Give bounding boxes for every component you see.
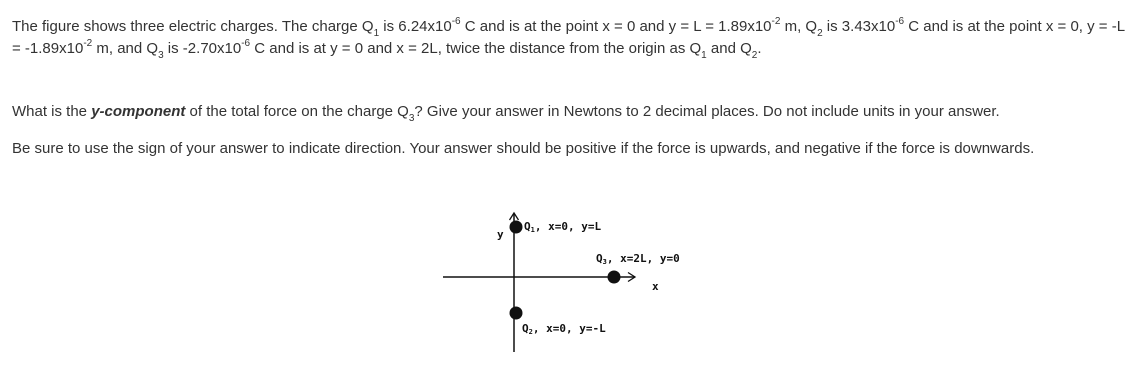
text-run: C and is at the point x = 0 and y = L = 1.89x10 bbox=[460, 18, 772, 35]
text-run: is 6.24x10 bbox=[379, 18, 452, 35]
charge-q2-dot bbox=[510, 307, 523, 320]
exponent: -6 bbox=[451, 16, 461, 27]
text-run: C and is at the point x = 0, y = -L = -1.89x10 bbox=[12, 18, 1125, 57]
text-run: ? Give your answer in Newtons to 2 decimal places. Do not include units in your answer. bbox=[414, 103, 1000, 120]
text-run: . bbox=[757, 40, 762, 57]
exponent: -2 bbox=[83, 38, 93, 49]
charge-q2-label: Q2, x=0, y=-L bbox=[522, 322, 606, 336]
text-run: The figure shows three electric charges. The charge Q bbox=[12, 18, 374, 35]
text-run: m, Q bbox=[780, 18, 818, 35]
exponent: -6 bbox=[241, 38, 251, 49]
charge-q1-dot bbox=[510, 221, 523, 234]
text-run: is -2.70x10 bbox=[163, 40, 242, 57]
subscript: 3 bbox=[408, 113, 415, 124]
subscript: 1 bbox=[373, 28, 380, 39]
charge-q1-label: Q1, x=0, y=L bbox=[524, 220, 602, 234]
emphasis-text: y-component bbox=[91, 103, 186, 120]
subscript: 1 bbox=[701, 50, 707, 61]
y-axis-label: y bbox=[497, 228, 504, 241]
exponent: -2 bbox=[771, 16, 781, 27]
text-run: m, and Q bbox=[92, 40, 159, 57]
text-run: of the total force on the charge Q bbox=[185, 103, 409, 120]
charge-q3-dot bbox=[608, 271, 621, 284]
text-run: Be sure to use the sign of your answer to indicate direction. Your answer should be positive if the force is upwards, and negative if the force is downwards. bbox=[12, 140, 1035, 157]
subscript: 3 bbox=[158, 50, 164, 61]
text-run: What is the bbox=[12, 103, 92, 120]
x-axis-label: x bbox=[652, 280, 659, 293]
text-run: is 3.43x10 bbox=[822, 18, 896, 35]
subscript: 2 bbox=[751, 50, 758, 61]
text-run: and Q bbox=[706, 40, 752, 57]
exponent: -6 bbox=[895, 16, 905, 27]
charge-q3-label: Q3, x=2L, y=0 bbox=[596, 252, 680, 266]
text-run: C and is at y = 0 and x = 2L, twice the distance from the origin as Q bbox=[250, 40, 702, 57]
subscript: 2 bbox=[817, 28, 823, 39]
